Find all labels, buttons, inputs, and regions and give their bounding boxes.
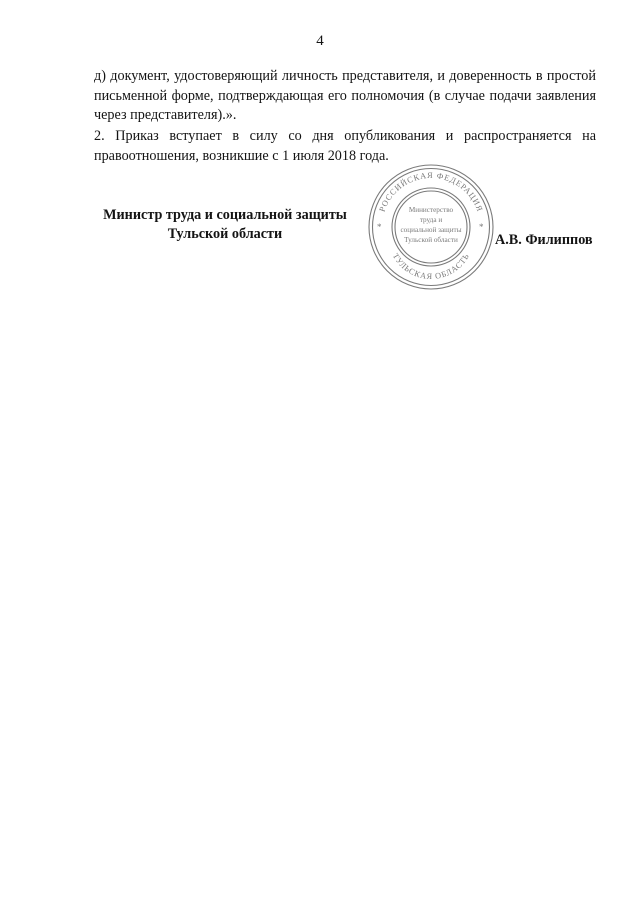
seal-inner-line3: социальной защиты bbox=[400, 226, 462, 234]
page-number: 4 bbox=[316, 33, 324, 49]
seal-inner-line4: Тульской области bbox=[404, 236, 458, 244]
signatory-position-line1: Министр труда и социальной защиты bbox=[103, 207, 347, 223]
seal-outer-bottom-text: ТУЛЬСКАЯ ОБЛАСТЬ bbox=[390, 251, 472, 282]
seal-outer-top-text: РОССИЙСКАЯ ФЕДЕРАЦИЯ bbox=[377, 170, 485, 214]
official-seal-icon bbox=[366, 162, 496, 292]
svg-text:*: * bbox=[377, 222, 382, 232]
signatory-position bbox=[92, 206, 358, 243]
paragraph-item-d: д) документ, удостоверяющий личность представителя, и доверенность в простой письменной форме, подтверждающая его полномочия (в случае подачи заявления через представителя).». bbox=[94, 68, 596, 123]
svg-text:*: * bbox=[479, 222, 484, 232]
seal-inner-line1: Министерство bbox=[408, 206, 454, 214]
paragraph-item-2: 2. Приказ вступает в силу со дня опубликования и распространяется на правоотношения, возникшие с 1 июля 2018 года. bbox=[94, 128, 596, 164]
seal-inner-line2: труда и bbox=[419, 216, 443, 224]
signatory-name: А.В. Филиппов bbox=[495, 232, 593, 248]
signatory-position-line2: Тульской области bbox=[167, 225, 283, 242]
